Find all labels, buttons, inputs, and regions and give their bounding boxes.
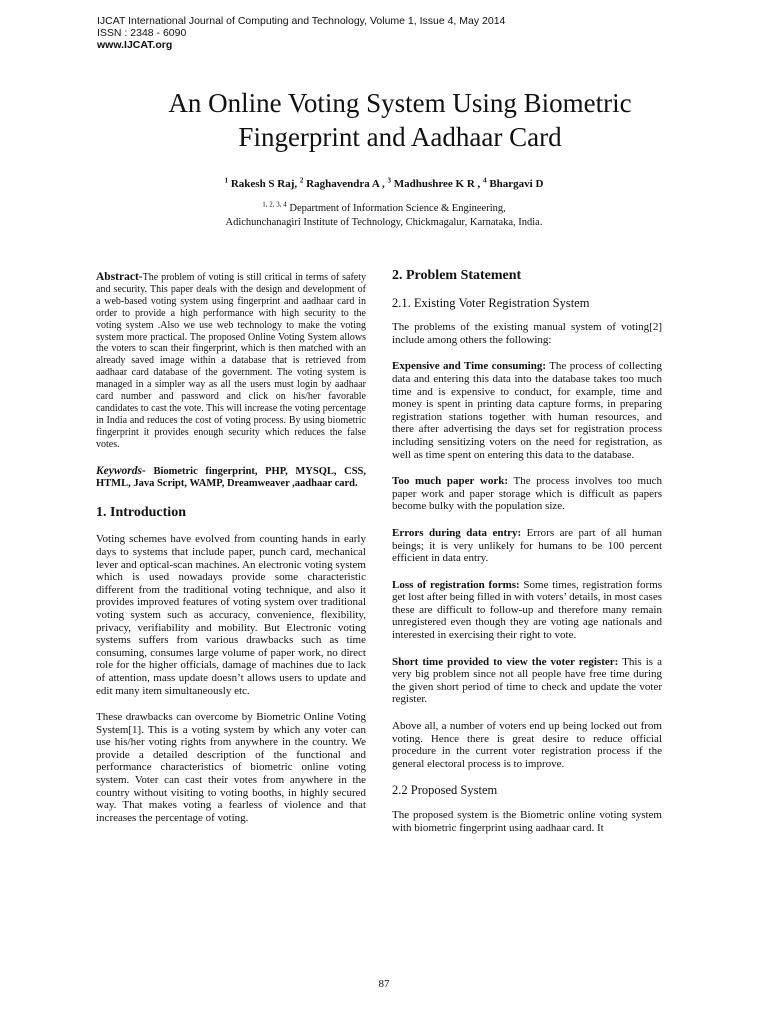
problem-item-label: Errors during data entry: <box>392 526 522 539</box>
right-column <box>392 270 662 848</box>
intro-heading: 1. Introduction <box>96 504 186 520</box>
author-list <box>0 178 768 190</box>
abstract-text: The problem of voting is still critical in terms of safety and security. This paper deals with the design and development of a web-based voting system using fingerprint and aadhaar card in order to provide a high performance with high security to the voting system .Also we use web technology to make the voting system more practical. The proposed Online Voting System allows the voters to scan their fingerprint, which is then matched with an already saved image within a database that is retrieved from aadhaar card database of the government. The voting system is managed in a simpler way as all the users must login by aadhaar card number and password and click on his/her favorable candidates to cast the vote. This will increase the voting percentage in India and reduces the cost of voting process. By using biometric fingerprint it provides enough security which reduces the false votes. <box>96 272 366 450</box>
author-4-sup: 4 <box>483 176 487 185</box>
problem-item-text: This is a very big problem since not all people have free time during the given short period of time to check and update the voter register. <box>392 655 662 706</box>
intro-paragraph-1: Voting schemes have evolved from counting hands in early days to systems that include paper, punch card, mechanical lever and optical-scan machines. An electronic voting system which is used nowadays provide some characteristic different from the traditional voting technique, and also it provides improved features of voting system over traditional voting system such as accuracy, convenience, flexibility, privacy, verifiability and mobility. But Electronic voting systems suffers from various drawbacks such as time consuming, consumes large volume of paper work, no direct role for the higher officials, damage of machines due to lack of attention, mass update doesn’t allows users to update and edit many item simultaneously etc. <box>96 533 366 697</box>
affiliation-sup: 1, 2, 3, 4 <box>262 200 287 209</box>
affiliation <box>0 202 768 230</box>
page-number: 87 <box>378 978 390 990</box>
problem-item <box>392 475 662 513</box>
proposed-system-subheading: 2.2 Proposed System <box>392 783 498 798</box>
journal-header <box>97 15 505 51</box>
problem-item-label: Too much paper work: <box>392 475 509 488</box>
problem-item <box>392 360 662 461</box>
journal-website: www.IJCAT.org <box>97 39 173 51</box>
author-4: Bhargavi D <box>489 178 544 190</box>
issn: ISSN : 2348 - 6090 <box>97 27 187 39</box>
author-3-sup: 3 <box>387 176 391 185</box>
abstract-label: Abstract- <box>96 271 143 283</box>
problem-item-label: Expensive and Time consuming: <box>392 360 547 373</box>
problem-item <box>392 656 662 706</box>
keywords <box>96 465 366 491</box>
left-column <box>96 272 366 838</box>
author-2-sup: 2 <box>299 176 304 185</box>
journal-citation: IJCAT International Journal of Computing and Technology, Volume 1, Issue 4, May 2014 <box>97 15 506 27</box>
problem-intro: The problems of the existing manual system of voting[2] include among others the following: <box>392 321 662 346</box>
proposed-system-text: The proposed system is the Biometric online voting system with biometric fingerprint using aadhaar card. It <box>392 809 662 834</box>
abstract <box>96 272 366 451</box>
keywords-label: Keywords- <box>96 464 146 477</box>
intro-paragraph-2: These drawbacks can overcome by Biometric Online Voting System[1]. This is a voting system by which any voter can use his/her voting rights from anywhere in the country. We provide a detailed description of the functional and performance characteristics of biometric online voting system. Voter can cast their votes from anywhere in the country without visiting to voting booths, in highly secured way. That makes voting a fearless of violence and that increases the percentage of voting. <box>96 711 366 824</box>
existing-system-subheading: 2.1. Existing Voter Registration System <box>392 295 590 310</box>
author-2: Raghavendra A , <box>306 178 388 190</box>
author-1-sup: 1 <box>224 176 229 185</box>
affiliation-institute: Adichunchanagiri Institute of Technology, Chickmagalur, Karnataka, India. <box>225 217 543 228</box>
author-3: Madhushree K R , <box>393 178 484 190</box>
problem-heading: 2. Problem Statement <box>392 268 522 283</box>
problem-item-text: Errors are part of all human beings; it is very unlikely for humans to be 100 percent efficient in data entry. <box>392 526 662 565</box>
affiliation-department: Department of Information Science & Engineering, <box>289 203 506 214</box>
problem-item-text: Some times, registration forms get lost after being filled in with voters’ details, in most cases these are difficult to follow-up and therefore many remain unregistered even though they are voting age nationals and interested in exercising their right to vote. <box>392 578 662 642</box>
problem-item <box>392 579 662 642</box>
paper-title <box>0 86 768 154</box>
problem-closing: Above all, a number of voters end up being locked out from voting. Hence there is great desire to reduce official procedure in the current voter registration process if the general electoral process is to improve. <box>392 720 662 770</box>
keywords-text: Biometric fingerprint, PHP, MYSQL, CSS, HTML, Java Script, WAMP, Dreamweaver ,aadhaar card. <box>96 465 366 490</box>
problem-item <box>392 527 662 565</box>
title-line-2: Fingerprint and Aadhaar Card <box>238 122 562 152</box>
problem-item-label: Loss of registration forms: <box>392 578 520 591</box>
problem-item-label: Short time provided to view the voter register: <box>392 655 619 668</box>
title-line-1: An Online Voting System Using Biometric <box>168 88 632 118</box>
problem-item-text: The process of collecting data and entering this data into the database takes too much time and is expensive to conduct, for example, time and money is spent in printing data capture forms, in preparing registration stations together with human resources, and there after advertising the days set for registration process including sensitizing voters on the need for registration, as well as time spent on entering this data to the database. <box>392 360 662 461</box>
problem-item-text: The process involves too much paper work and paper storage which is difficult as papers become bulky with the population size. <box>392 475 662 513</box>
author-1: Rakesh S Raj, <box>230 178 300 190</box>
